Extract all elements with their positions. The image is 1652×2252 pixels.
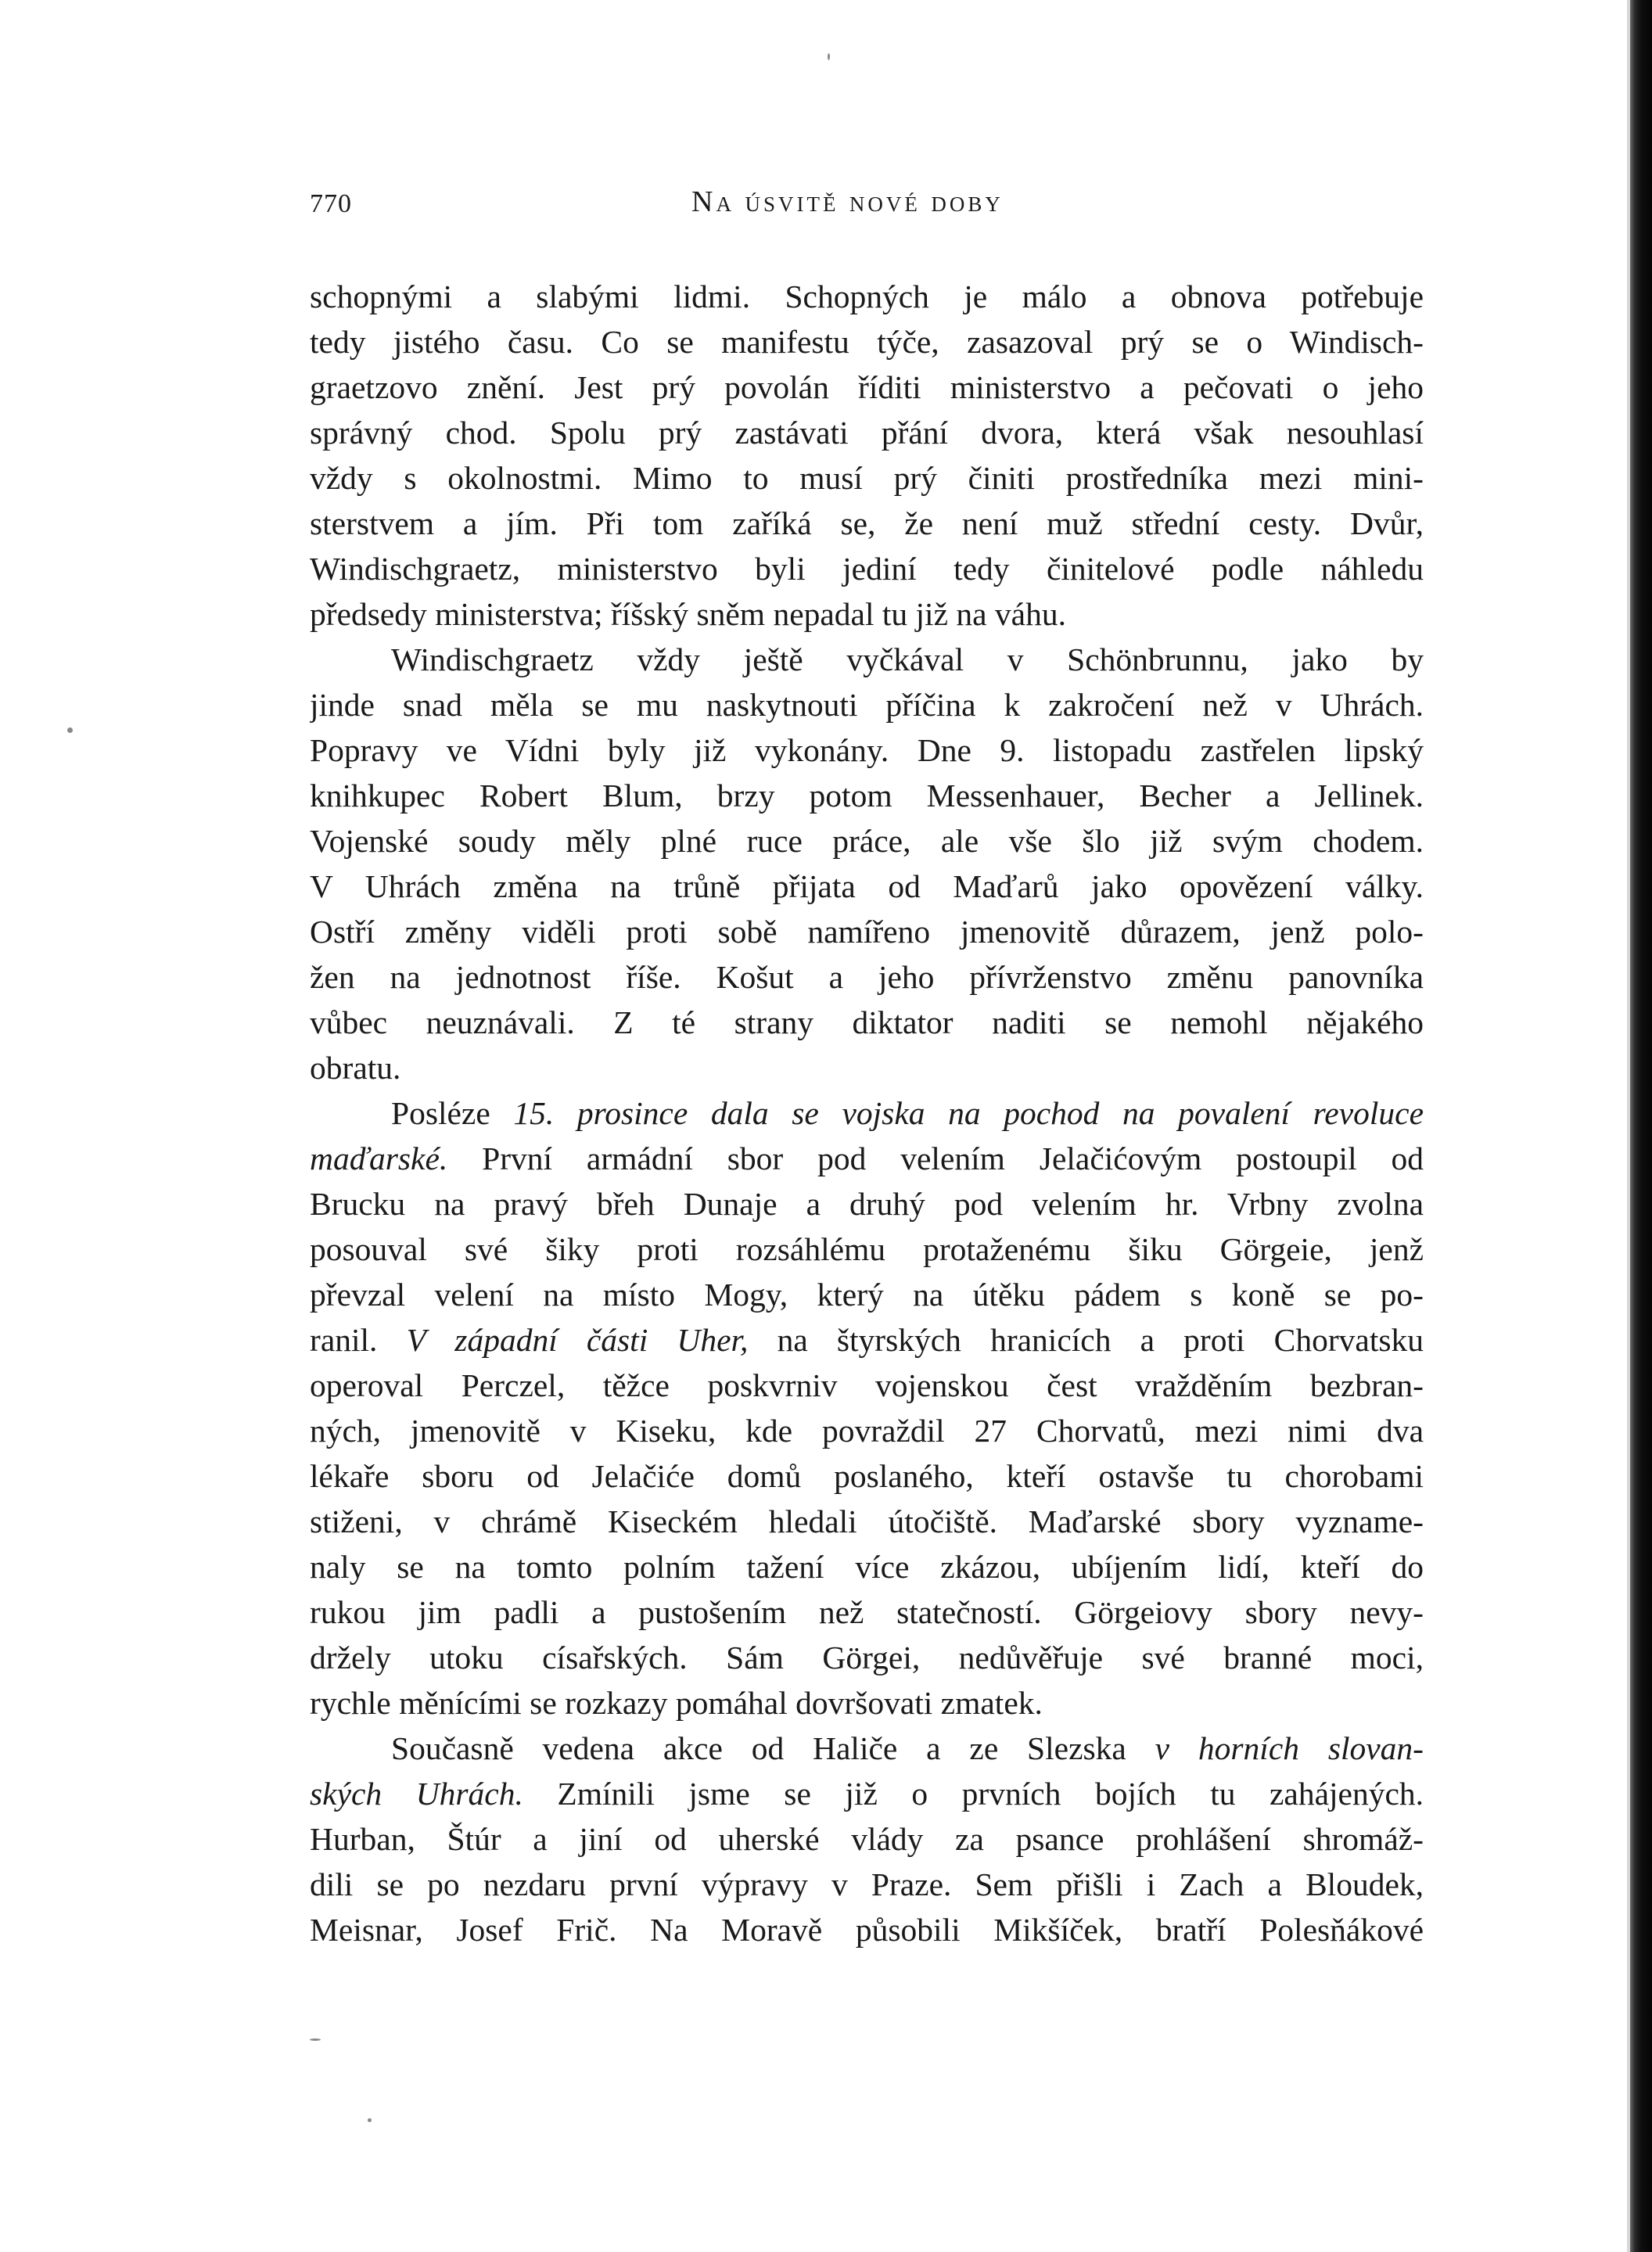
- text-line: rychle měnícími se rozkazy pomáhal dovršovati zmatek.: [310, 1685, 1043, 1721]
- body-text: [310, 274, 1424, 1952]
- text-line: posouval své šiky proti rozsáhlému protaženému šiku Görgeie, jenž: [310, 1231, 1424, 1267]
- text-line: předsedy ministerstva; říšský sněm nepadal tu již na váhu.: [310, 596, 1066, 632]
- scan-edge-shadow: [1630, 0, 1652, 2252]
- text-line: V Uhrách změna na trůně přijata od Maďarů jako opovězení války.: [310, 868, 1424, 904]
- text-line: ských Uhrách. Zmínili jsme se již o prvních bojích tu zahájených.: [310, 1776, 1424, 1812]
- text-line: držely utoku císařských. Sám Görgei, nedůvěřuje své branné moci,: [310, 1640, 1424, 1676]
- text-line: vůbec neuznávali. Z té strany diktator naditi se nemohl nějakého: [310, 1004, 1424, 1040]
- scan-speck: [310, 2038, 321, 2041]
- text-line: naly se na tomto polním tažení více zkázou, ubíjením lidí, kteří do: [310, 1549, 1424, 1585]
- text-line: žen na jednotnost říše. Košut a jeho přívrženstvo změnu panovníka: [310, 959, 1424, 995]
- italic-emphasis: maďarské.: [310, 1140, 448, 1176]
- page-header: [310, 181, 1424, 228]
- text-line: Windischgraetz, ministerstvo byli jediní tedy činitelové podle náhledu: [310, 551, 1424, 587]
- text-line: Windischgraetz vždy ještě vyčkával v Schönbrunnu, jako by: [391, 641, 1424, 677]
- text-line: převzal velení na místo Mogy, který na útěku pádem s koně se po-: [310, 1277, 1424, 1313]
- text-line: Vojenské soudy měly plné ruce práce, ale vše šlo již svým chodem.: [310, 823, 1424, 859]
- text-line: Meisnar, Josef Frič. Na Moravě působili Mikšíček, bratří Polesňákové: [310, 1912, 1424, 1948]
- text-line: tedy jistého času. Co se manifestu týče, zasazoval prý se o Windisch-: [310, 324, 1424, 360]
- text-line: lékaře sboru od Jelačiće domů poslaného, kteří ostavše tu chorobami: [310, 1458, 1424, 1494]
- text-line: dili se po nezdaru první výpravy v Praze. Sem přišli i Zach a Bloudek,: [310, 1866, 1424, 1902]
- text-line: Posléze 15. prosince dala se vojska na pochod na povalení revoluce: [391, 1095, 1424, 1131]
- text-line: Ostří změny viděli proti sobě namířeno jmenovitě důrazem, jenž polo-: [310, 914, 1424, 950]
- text-line: ranil. V západní části Uher, na štyrských hranicích a proti Chorvatsku: [310, 1322, 1424, 1358]
- scan-speck: [828, 53, 830, 60]
- text-line: Brucku na pravý břeh Dunaje a druhý pod velením hr. Vrbny zvolna: [310, 1186, 1424, 1222]
- text-line: graetzovo znění. Jest prý povolán říditi ministerstvo a pečovati o jeho: [310, 369, 1424, 405]
- text-line: vždy s okolnostmi. Mimo to musí prý činiti prostředníka mezi mini-: [310, 460, 1424, 496]
- text-line: maďarské. První armádní sbor pod velením Jelačićovým postoupil od: [310, 1140, 1424, 1176]
- text-line: obratu.: [310, 1050, 401, 1086]
- text-line: Popravy ve Vídni byly již vykonány. Dne 9. listopadu zastřelen lipský: [310, 732, 1424, 768]
- italic-emphasis: ských Uhrách.: [310, 1776, 523, 1812]
- text-line: stiženi, v chrámě Kiseckém hledali útočiště. Maďarské sbory vyzname-: [310, 1503, 1424, 1539]
- text-line: operoval Perczel, těžce poskvrniv vojenskou čest vražděním bezbran-: [310, 1367, 1424, 1403]
- scan-speck: [67, 727, 73, 733]
- text-line: rukou jim padli a pustošením než statečností. Görgeiovy sbory nevy-: [310, 1594, 1424, 1630]
- italic-emphasis: v horních slovan-: [1155, 1730, 1424, 1766]
- text-line: knihkupec Robert Blum, brzy potom Messenhauer, Becher a Jellinek.: [310, 778, 1424, 814]
- italic-emphasis: V západní části Uher,: [406, 1322, 749, 1358]
- text-line: ných, jmenovitě v Kiseku, kde povraždil 27 Chorvatů, mezi nimi dva: [310, 1413, 1424, 1449]
- italic-emphasis: 15. prosince dala se vojska na pochod na povalení revoluce: [513, 1095, 1424, 1131]
- text-line: sterstvem a jím. Při tom zaříká se, že není muž střední cesty. Dvůr,: [310, 505, 1424, 541]
- text-line: jinde snad měla se mu naskytnouti příčina k zakročení než v Uhrách.: [310, 687, 1424, 723]
- page-number: 770: [310, 189, 352, 218]
- text-line: schopnými a slabými lidmi. Schopných je málo a obnova potřebuje: [310, 278, 1424, 314]
- text-line: správný chod. Spolu prý zastávati přání dvora, která však nesouhlasí: [310, 415, 1424, 451]
- text-line: Současně vedena akce od Haliče a ze Slezska v horních slovan-: [391, 1730, 1424, 1766]
- running-title: Na úsvitě nové doby: [691, 185, 1004, 218]
- text-line: Hurban, Štúr a jiní od uherské vlády za psance prohlášení shromáž-: [310, 1821, 1424, 1857]
- scan-speck: [368, 2118, 372, 2122]
